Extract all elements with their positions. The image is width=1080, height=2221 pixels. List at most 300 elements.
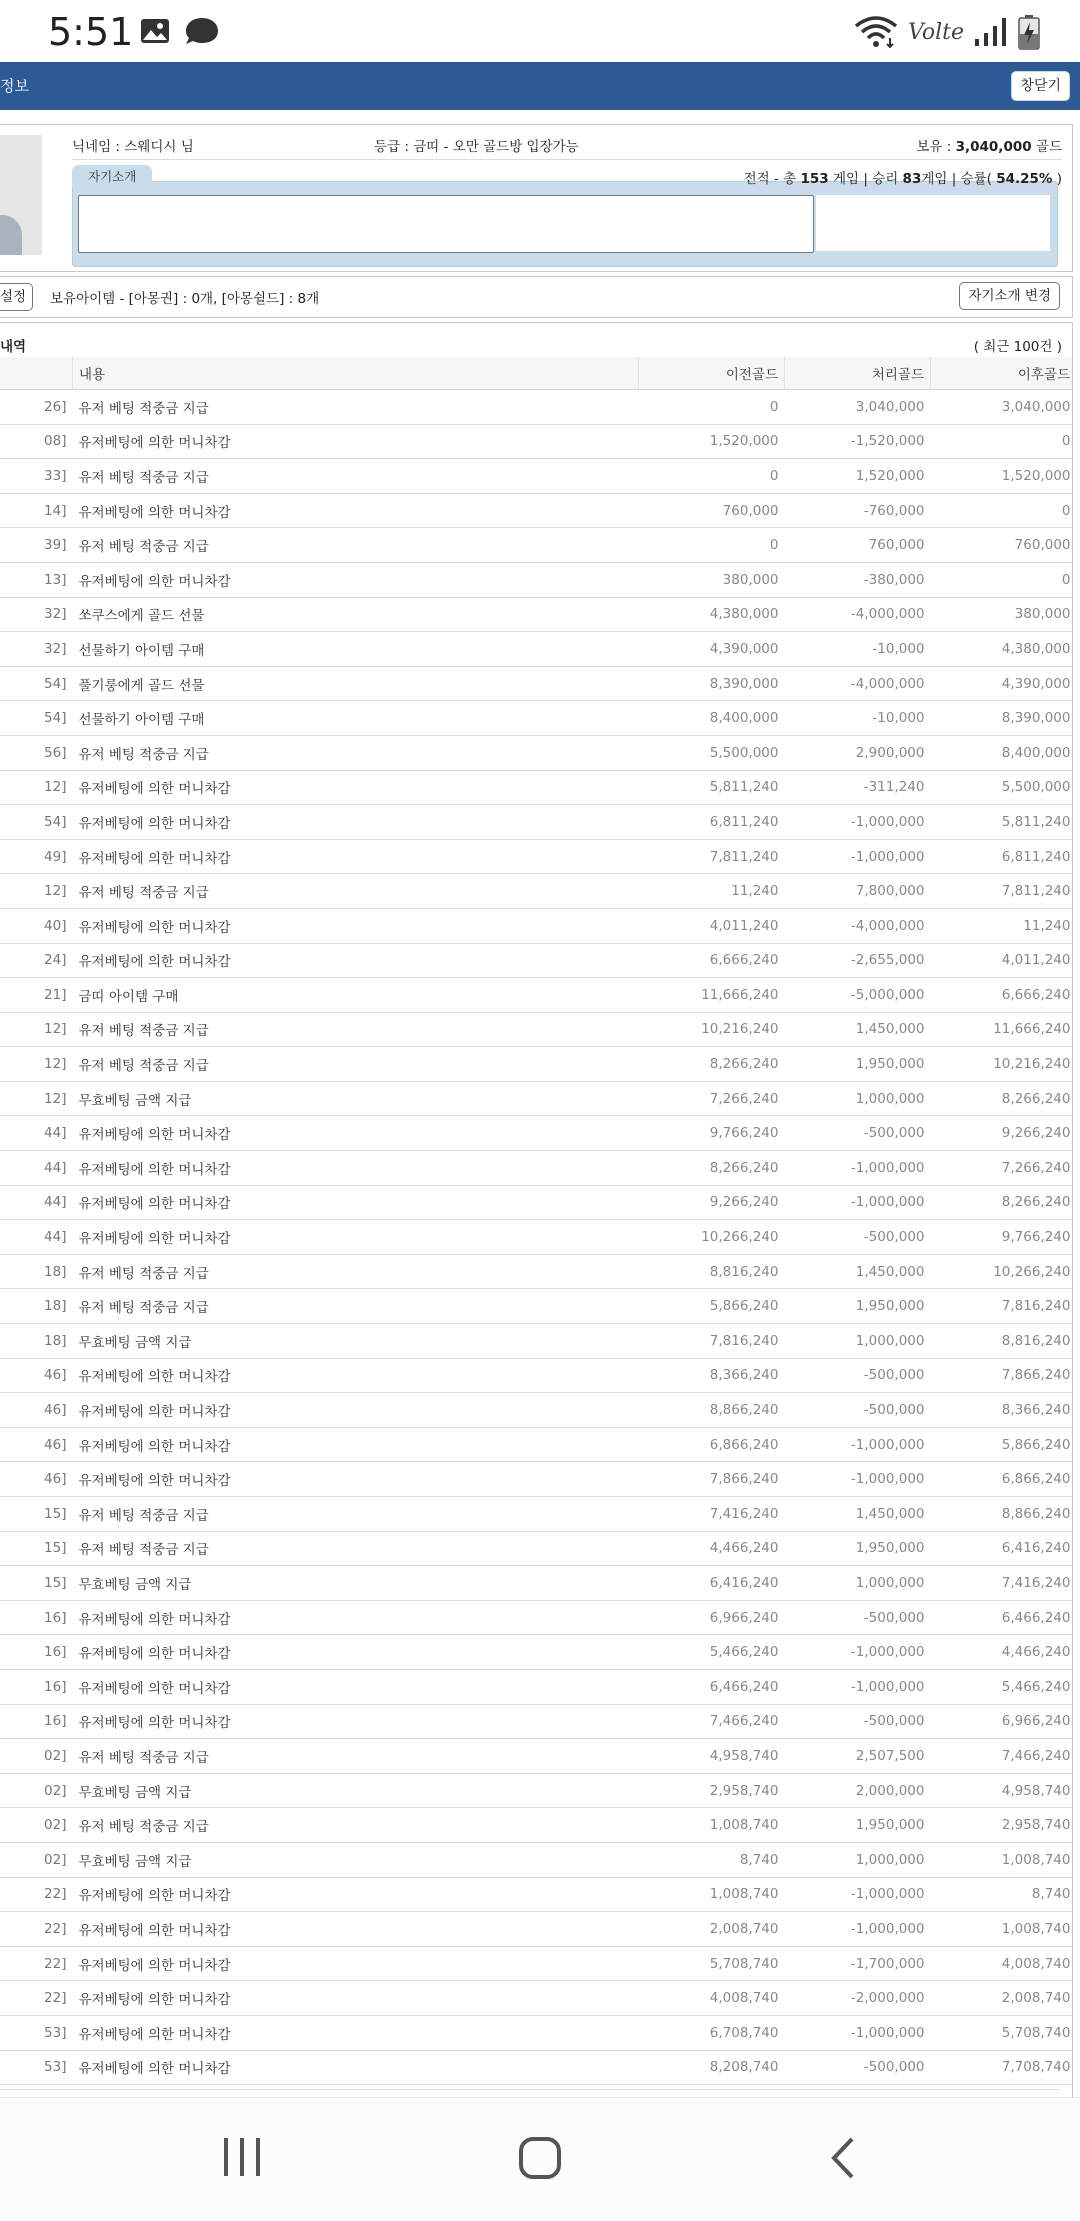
cell-after: 0 [931, 424, 1074, 459]
cell-desc: 유저베팅에 의한 머니차감 [73, 1635, 639, 1670]
cell-desc: 유저베팅에 의한 머니차감 [73, 1462, 639, 1497]
cell-after: 5,866,240 [931, 1427, 1074, 1462]
cell-change: 1,950,000 [785, 1289, 931, 1324]
cell-desc: 유저베팅에 의한 머니차감 [73, 770, 639, 805]
cell-after: 11,666,240 [931, 1012, 1074, 1047]
cell-desc: 유저베팅에 의한 머니차감 [73, 805, 639, 840]
header-change: 처리골드 [785, 357, 931, 390]
change-intro-button[interactable]: 자기소개 변경 [959, 282, 1060, 310]
table-row [0, 1842, 1073, 1877]
cell-time: 22] [0, 1912, 73, 1947]
table-row [0, 1047, 1073, 1082]
cell-desc: 쏘쿠스에게 골드 선물 [73, 597, 639, 632]
cell-before: 760,000 [639, 493, 785, 528]
cell-before: 0 [639, 390, 785, 425]
status-icons [854, 14, 1040, 50]
record-text-2: 게임 | 승률( [921, 171, 997, 187]
settings-button[interactable]: 설정 [0, 283, 33, 311]
profile-panel [0, 124, 1073, 272]
status-time: 5:51 [48, 10, 134, 54]
table-row [0, 805, 1073, 840]
cell-time: 18] [0, 1324, 73, 1359]
cell-desc: 유저 베팅 적중금 지급 [73, 459, 639, 494]
gold-holdings [916, 135, 1062, 155]
cell-before: 4,011,240 [639, 908, 785, 943]
volte-label: Volte [907, 19, 964, 45]
cell-before: 8,266,240 [639, 1151, 785, 1186]
cell-after: 8,390,000 [931, 701, 1074, 736]
history-count: ( 최근 100건 ) [973, 339, 1062, 355]
cell-after: 4,008,740 [931, 1946, 1074, 1981]
cell-time: 54] [0, 701, 73, 736]
back-icon[interactable] [828, 2136, 858, 2180]
battery-icon [1018, 14, 1040, 50]
cell-after: 4,390,000 [931, 666, 1074, 701]
cell-before: 8,390,000 [639, 666, 785, 701]
cell-before: 8,208,740 [639, 2050, 785, 2085]
cell-desc: 유저 베팅 적중금 지급 [73, 1047, 639, 1082]
cell-desc: 유저베팅에 의한 머니차감 [73, 908, 639, 943]
cell-change: -2,000,000 [785, 1981, 931, 2016]
table-row [0, 839, 1073, 874]
table-row [0, 1635, 1073, 1670]
cell-after: 8,816,240 [931, 1324, 1074, 1359]
cell-change: -1,000,000 [785, 1151, 931, 1186]
cell-time: 18] [0, 1289, 73, 1324]
cell-desc: 유저 베팅 적중금 지급 [73, 1254, 639, 1289]
table-row [0, 390, 1073, 425]
table-row [0, 1531, 1073, 1566]
cell-change: 1,000,000 [785, 1081, 931, 1116]
cell-time: 40] [0, 908, 73, 943]
cell-desc: 유저베팅에 의한 머니차감 [73, 562, 639, 597]
cell-after: 7,708,740 [931, 2050, 1074, 2085]
table-row [0, 1808, 1073, 1843]
cell-after: 2,958,740 [931, 1808, 1074, 1843]
tab-intro[interactable]: 자기소개 [72, 165, 152, 187]
cell-time: 44] [0, 1185, 73, 1220]
cell-time: 21] [0, 978, 73, 1013]
cell-desc: 유저 베팅 적중금 지급 [73, 1531, 639, 1566]
cell-after: 4,011,240 [931, 943, 1074, 978]
cell-before: 6,708,740 [639, 2015, 785, 2050]
cell-desc: 무효베팅 금액 지급 [73, 1773, 639, 1808]
table-row [0, 874, 1073, 909]
cell-before: 4,008,740 [639, 1981, 785, 2016]
cell-after: 0 [931, 493, 1074, 528]
cell-before: 8,266,240 [639, 1047, 785, 1082]
cell-before: 8,740 [639, 1842, 785, 1877]
cell-change: -500,000 [785, 1116, 931, 1151]
cell-desc: 유저베팅에 의한 머니차감 [73, 1669, 639, 1704]
cell-time: 32] [0, 597, 73, 632]
cell-time: 46] [0, 1427, 73, 1462]
table-row [0, 1012, 1073, 1047]
table-row [0, 1946, 1073, 1981]
cell-change: -2,655,000 [785, 943, 931, 978]
cell-change: -311,240 [785, 770, 931, 805]
cell-after: 5,708,740 [931, 2015, 1074, 2050]
cell-change: 3,040,000 [785, 390, 931, 425]
cell-desc: 무효베팅 금액 지급 [73, 1081, 639, 1116]
cell-before: 7,416,240 [639, 1497, 785, 1532]
table-row [0, 1981, 1073, 2016]
cell-after: 1,520,000 [931, 459, 1074, 494]
cell-change: 7,800,000 [785, 874, 931, 909]
cell-before: 0 [639, 459, 785, 494]
cell-before: 11,240 [639, 874, 785, 909]
table-row [0, 1427, 1073, 1462]
cell-change: -380,000 [785, 562, 931, 597]
cell-time: 49] [0, 839, 73, 874]
cell-change: -500,000 [785, 1358, 931, 1393]
cell-time: 22] [0, 1946, 73, 1981]
cell-before: 4,390,000 [639, 632, 785, 667]
cell-time: 02] [0, 1739, 73, 1774]
cell-change: 1,000,000 [785, 1842, 931, 1877]
cell-time: 16] [0, 1669, 73, 1704]
table-row [0, 1185, 1073, 1220]
cell-after: 3,040,000 [931, 390, 1074, 425]
cell-desc: 유저베팅에 의한 머니차감 [73, 1877, 639, 1912]
table-row [0, 978, 1073, 1013]
record-rate: 54.25% [996, 171, 1053, 187]
cell-time: 33] [0, 459, 73, 494]
window-title-bar [0, 62, 1080, 110]
header-before: 이전골드 [639, 357, 785, 390]
table-row [0, 666, 1073, 701]
cell-after: 7,416,240 [931, 1566, 1074, 1601]
partial-row [0, 2089, 1060, 2096]
cell-after: 6,466,240 [931, 1600, 1074, 1635]
cell-after: 8,866,240 [931, 1497, 1074, 1532]
table-row [0, 1289, 1073, 1324]
record-suffix: ) [1052, 171, 1062, 187]
table-row [0, 943, 1073, 978]
cell-change: 2,900,000 [785, 735, 931, 770]
cell-desc: 유저베팅에 의한 머니차감 [73, 1600, 639, 1635]
cell-change: -500,000 [785, 1393, 931, 1428]
cell-time: 46] [0, 1358, 73, 1393]
cell-desc: 유저베팅에 의한 머니차감 [73, 2015, 639, 2050]
cell-desc: 유저 베팅 적중금 지급 [73, 1497, 639, 1532]
cell-after: 1,008,740 [931, 1912, 1074, 1947]
table-row [0, 1393, 1073, 1428]
cell-time: 12] [0, 874, 73, 909]
cell-after: 7,466,240 [931, 1739, 1074, 1774]
cell-before: 8,816,240 [639, 1254, 785, 1289]
cell-before: 10,216,240 [639, 1012, 785, 1047]
table-row [0, 459, 1073, 494]
cell-after: 8,366,240 [931, 1393, 1074, 1428]
table-row [0, 1600, 1073, 1635]
cell-desc: 풀기룽에게 골드 선물 [73, 666, 639, 701]
table-row [0, 701, 1073, 736]
cell-after: 5,466,240 [931, 1669, 1074, 1704]
grade: 등급 : 금띠 - 오만 골드방 입장가능 [374, 139, 579, 155]
cell-change: -1,000,000 [785, 1669, 931, 1704]
table-row [0, 1324, 1073, 1359]
cell-desc: 유저베팅에 의한 머니차감 [73, 839, 639, 874]
cell-change: -500,000 [785, 1704, 931, 1739]
cell-after: 9,266,240 [931, 1116, 1074, 1151]
signal-icon [974, 17, 1008, 47]
cell-before: 6,966,240 [639, 1600, 785, 1635]
window-title: 정보 [0, 77, 29, 95]
cell-before: 7,466,240 [639, 1704, 785, 1739]
cell-before: 6,416,240 [639, 1566, 785, 1601]
cell-after: 7,266,240 [931, 1151, 1074, 1186]
cell-desc: 선물하기 아이템 구매 [73, 632, 639, 667]
cell-after: 4,958,740 [931, 1773, 1074, 1808]
cell-change: -1,000,000 [785, 1912, 931, 1947]
cell-change: 1,520,000 [785, 459, 931, 494]
cell-time: 54] [0, 666, 73, 701]
cell-after: 5,500,000 [931, 770, 1074, 805]
cell-before: 8,866,240 [639, 1393, 785, 1428]
header-after: 이후골드 [931, 357, 1074, 390]
cell-desc: 선물하기 아이템 구매 [73, 701, 639, 736]
cell-time: 13] [0, 562, 73, 597]
cell-desc: 금띠 아이템 구매 [73, 978, 639, 1013]
cell-after: 6,416,240 [931, 1531, 1074, 1566]
table-row [0, 1081, 1073, 1116]
cell-before: 8,366,240 [639, 1358, 785, 1393]
cell-desc: 유저베팅에 의한 머니차감 [73, 943, 639, 978]
cell-before: 5,466,240 [639, 1635, 785, 1670]
cell-desc: 유저베팅에 의한 머니차감 [73, 1220, 639, 1255]
cell-time: 02] [0, 1808, 73, 1843]
cell-after: 2,008,740 [931, 1981, 1074, 2016]
cell-after: 11,240 [931, 908, 1074, 943]
recent-apps-icon[interactable] [222, 2136, 262, 2178]
cell-desc: 유저베팅에 의한 머니차감 [73, 1981, 639, 2016]
history-body [0, 390, 1073, 2085]
cell-change: 1,950,000 [785, 1808, 931, 1843]
cell-desc: 유저베팅에 의한 머니차감 [73, 1358, 639, 1393]
cell-before: 6,666,240 [639, 943, 785, 978]
cell-change: -4,000,000 [785, 597, 931, 632]
cell-before: 2,008,740 [639, 1912, 785, 1947]
table-row [0, 2050, 1073, 2085]
navigation-bar [0, 2097, 1080, 2221]
cell-time: 22] [0, 1981, 73, 2016]
cell-before: 7,816,240 [639, 1324, 785, 1359]
table-row [0, 908, 1073, 943]
cell-time: 39] [0, 528, 73, 563]
game-record [744, 167, 1062, 187]
wifi-icon [854, 16, 898, 48]
history-title: 내역 [0, 339, 27, 355]
table-row [0, 1358, 1073, 1393]
cell-before: 7,811,240 [639, 839, 785, 874]
intro-side-area [816, 195, 1050, 251]
cell-change: 1,000,000 [785, 1324, 931, 1359]
cell-time: 46] [0, 1393, 73, 1428]
cell-desc: 유저 베팅 적중금 지급 [73, 874, 639, 909]
cell-before: 8,400,000 [639, 701, 785, 736]
cell-before: 5,866,240 [639, 1289, 785, 1324]
table-row [0, 1497, 1073, 1532]
cell-time: 12] [0, 770, 73, 805]
intro-textarea[interactable] [78, 195, 814, 253]
record-text-1: 게임 | 승리 [828, 171, 903, 187]
cell-desc: 유저베팅에 의한 머니차감 [73, 1946, 639, 1981]
chat-icon [184, 16, 220, 46]
cell-change: -1,520,000 [785, 424, 931, 459]
cell-time: 44] [0, 1151, 73, 1186]
cell-before: 6,811,240 [639, 805, 785, 840]
cell-time: 22] [0, 1877, 73, 1912]
cell-after: 6,666,240 [931, 978, 1074, 1013]
cell-before: 5,708,740 [639, 1946, 785, 1981]
cell-change: 1,450,000 [785, 1497, 931, 1532]
close-window-button[interactable]: 창닫기 [1011, 71, 1070, 101]
cell-before: 1,008,740 [639, 1808, 785, 1843]
cell-before: 5,500,000 [639, 735, 785, 770]
cell-desc: 유저베팅에 의한 머니차감 [73, 1912, 639, 1947]
cell-change: -1,000,000 [785, 1185, 931, 1220]
cell-after: 8,740 [931, 1877, 1074, 1912]
history-table [0, 357, 1073, 2085]
cell-change: 1,450,000 [785, 1254, 931, 1289]
table-row [0, 1116, 1073, 1151]
cell-change: 2,507,500 [785, 1739, 931, 1774]
cell-before: 9,266,240 [639, 1185, 785, 1220]
cell-change: -4,000,000 [785, 908, 931, 943]
cell-change: -1,700,000 [785, 1946, 931, 1981]
cell-desc: 유저베팅에 의한 머니차감 [73, 1427, 639, 1462]
cell-before: 2,958,740 [639, 1773, 785, 1808]
cell-time: 53] [0, 2050, 73, 2085]
cell-time: 14] [0, 493, 73, 528]
cell-before: 11,666,240 [639, 978, 785, 1013]
cell-desc: 무효베팅 금액 지급 [73, 1842, 639, 1877]
table-row [0, 1669, 1073, 1704]
cell-desc: 유저베팅에 의한 머니차감 [73, 493, 639, 528]
cell-time: 12] [0, 1081, 73, 1116]
cell-before: 380,000 [639, 562, 785, 597]
cell-after: 4,466,240 [931, 1635, 1074, 1670]
profile-divider [72, 159, 1062, 160]
cell-time: 44] [0, 1220, 73, 1255]
cell-before: 4,380,000 [639, 597, 785, 632]
cell-time: 16] [0, 1704, 73, 1739]
table-row [0, 1220, 1073, 1255]
table-row [0, 2015, 1073, 2050]
cell-after: 7,811,240 [931, 874, 1074, 909]
cell-time: 26] [0, 390, 73, 425]
status-bar [0, 0, 1080, 62]
gallery-icon [140, 18, 170, 44]
nickname: 닉네임 : 스웨디시 님 [72, 139, 194, 155]
cell-after: 5,811,240 [931, 805, 1074, 840]
cell-time: 46] [0, 1462, 73, 1497]
cell-change: -1,000,000 [785, 1635, 931, 1670]
cell-after: 1,008,740 [931, 1842, 1074, 1877]
cell-change: -1,000,000 [785, 805, 931, 840]
cell-change: -10,000 [785, 632, 931, 667]
table-row [0, 1254, 1073, 1289]
cell-change: 2,000,000 [785, 1773, 931, 1808]
cell-desc: 유저베팅에 의한 머니차감 [73, 1151, 639, 1186]
cell-before: 4,466,240 [639, 1531, 785, 1566]
record-wins: 83 [902, 171, 922, 187]
table-row [0, 770, 1073, 805]
cell-time: 24] [0, 943, 73, 978]
cell-after: 7,816,240 [931, 1289, 1074, 1324]
cell-time: 12] [0, 1012, 73, 1047]
cell-before: 10,266,240 [639, 1220, 785, 1255]
cell-desc: 유저 베팅 적중금 지급 [73, 735, 639, 770]
cell-desc: 유저베팅에 의한 머니차감 [73, 1185, 639, 1220]
cell-after: 8,266,240 [931, 1185, 1074, 1220]
cell-time: 32] [0, 632, 73, 667]
cell-change: 1,950,000 [785, 1047, 931, 1082]
cell-time: 44] [0, 1116, 73, 1151]
cell-time: 15] [0, 1566, 73, 1601]
history-panel [0, 322, 1073, 2099]
cell-after: 10,266,240 [931, 1254, 1074, 1289]
table-row [0, 632, 1073, 667]
cell-after: 760,000 [931, 528, 1074, 563]
cell-before: 6,866,240 [639, 1427, 785, 1462]
table-row [0, 1773, 1073, 1808]
record-total: 153 [800, 171, 829, 187]
cell-desc: 무효베팅 금액 지급 [73, 1324, 639, 1359]
cell-desc: 유저 베팅 적중금 지급 [73, 1012, 639, 1047]
cell-change: 1,000,000 [785, 1566, 931, 1601]
cell-desc: 무효베팅 금액 지급 [73, 1566, 639, 1601]
cell-desc: 유저베팅에 의한 머니차감 [73, 1393, 639, 1428]
holdings-unit: 골드 [1031, 139, 1062, 155]
table-row [0, 1566, 1073, 1601]
holdings-label: 보유 : [916, 139, 956, 155]
cell-time: 56] [0, 735, 73, 770]
home-icon[interactable] [518, 2136, 562, 2180]
cell-desc: 유저 베팅 적중금 지급 [73, 1808, 639, 1843]
cell-change: -500,000 [785, 1600, 931, 1635]
cell-before: 9,766,240 [639, 1116, 785, 1151]
table-row [0, 1912, 1073, 1947]
table-row [0, 1877, 1073, 1912]
cell-time: 54] [0, 805, 73, 840]
cell-time: 53] [0, 2015, 73, 2050]
cell-change: -500,000 [785, 1220, 931, 1255]
cell-before: 6,466,240 [639, 1669, 785, 1704]
table-row [0, 562, 1073, 597]
avatar-silhouette [0, 215, 22, 255]
cell-before: 1,520,000 [639, 424, 785, 459]
cell-after: 9,766,240 [931, 1220, 1074, 1255]
cell-before: 7,866,240 [639, 1462, 785, 1497]
cell-before: 7,266,240 [639, 1081, 785, 1116]
cell-change: 1,450,000 [785, 1012, 931, 1047]
table-row [0, 597, 1073, 632]
cell-after: 380,000 [931, 597, 1074, 632]
avatar [0, 135, 42, 255]
cell-after: 0 [931, 562, 1074, 597]
cell-change: -1,000,000 [785, 2015, 931, 2050]
cell-after: 8,400,000 [931, 735, 1074, 770]
cell-time: 15] [0, 1531, 73, 1566]
cell-change: -760,000 [785, 493, 931, 528]
cell-desc: 유저베팅에 의한 머니차감 [73, 1704, 639, 1739]
cell-after: 6,866,240 [931, 1462, 1074, 1497]
cell-change: -10,000 [785, 701, 931, 736]
items-bar [0, 276, 1073, 318]
cell-time: 02] [0, 1773, 73, 1808]
